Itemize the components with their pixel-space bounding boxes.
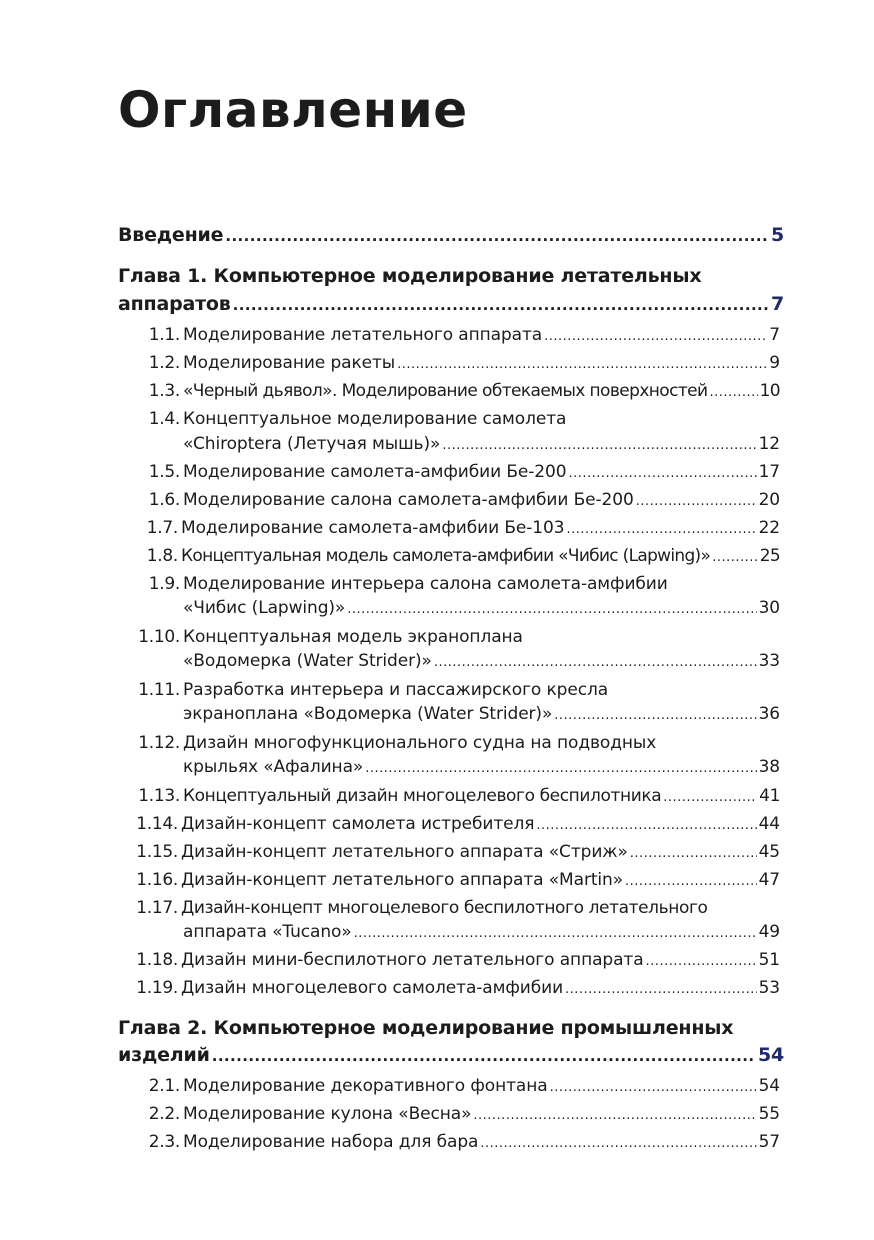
dot-leader [625,871,757,893]
toc-item-text: Дизайн-концепт самолета истребителя [181,814,535,834]
toc-item-number: 2.1. [148,1076,180,1096]
dot-leader [442,435,756,457]
toc-item-text: Дизайн многоцелевого самолета-амфибии [181,978,564,998]
toc-item-page: 17 [758,462,780,482]
toc-item[interactable] [181,517,780,541]
toc-item-page: 33 [758,651,780,671]
toc-item[interactable] [183,1131,780,1155]
dot-leader [554,705,756,727]
toc-item-page: 36 [758,704,780,724]
dot-leader [709,382,757,404]
dot-leader [397,354,767,376]
toc-item[interactable] [181,545,780,569]
toc-intro[interactable] [118,223,784,248]
toc-item-text[interactable]: Моделирование интерьера салона самолета-амфибии [183,574,668,594]
toc-item-text[interactable]: Дизайн многофункционального судна на подводных [183,733,657,753]
toc-item-text: Концептуальная модель самолета-амфибии «Чибис (Lapwing)» [181,546,711,566]
toc-item-text[interactable]: Разработка интерьера и пассажирского кресла [183,680,609,700]
toc-item-text: Дизайн мини-беспилотного летательного аппарата [181,950,644,970]
toc-item-number: 1.12. [138,733,180,753]
toc-item-number: 1.14. [136,814,178,834]
toc-item[interactable] [183,650,780,674]
toc-item[interactable] [183,324,780,348]
toc-item[interactable] [181,869,780,893]
toc-item-number: 1.17. [136,898,178,918]
toc-item-page: 20 [758,490,780,510]
toc-item[interactable] [183,597,780,621]
toc-item[interactable] [183,1103,780,1127]
dot-leader [212,1044,756,1068]
toc-item-number: 1.5. [148,462,180,482]
toc-item-text: Моделирование самолета-амфибии Бе-200 [183,462,567,482]
toc-item[interactable] [183,352,780,376]
toc-item-text[interactable]: Дизайн-концепт многоцелевого беспилотного летательного [181,898,708,918]
toc-item-page: 9 [769,353,780,373]
chapter1-heading-tail: аппаратов [118,293,231,315]
toc-item-number: 1.6. [148,490,180,510]
toc-item-page: 22 [758,518,780,538]
toc-item[interactable] [183,461,780,485]
toc-item-number: 2.3. [148,1132,180,1152]
toc-item-text: «Черный дьявол». Моделирование обтекаемых поверхностей [183,381,708,401]
toc-item-text: Дизайн-концепт летательного аппарата «Martin» [181,870,623,890]
toc-item-page: 41 [759,786,780,806]
dot-leader [544,326,767,348]
toc-item[interactable] [181,841,780,865]
toc-intro-label: Введение [118,224,224,246]
dot-leader [354,923,757,945]
dot-leader [550,1077,757,1099]
toc-item-text: Дизайн-концепт летательного аппарата «Стриж» [181,842,628,862]
toc-item-number: 1.13. [138,786,180,806]
toc-item-text: Моделирование ракеты [183,353,396,373]
toc-intro-page: 5 [770,224,784,246]
chapter2-heading-cont[interactable] [118,1043,784,1068]
chapter1-page: 7 [770,293,784,315]
chapter1-heading[interactable]: Глава 1. Компьютерное моделирование летательных [118,265,702,287]
dot-leader [663,787,757,809]
toc-item-number: 1.3. [148,381,180,401]
toc-item-number: 1.7. [146,518,178,538]
toc-item-text: Моделирование набора для бара [183,1132,479,1152]
dot-leader [480,1133,756,1155]
dot-leader [565,979,757,1001]
toc-item-page: 51 [758,950,780,970]
toc-item-number: 1.19. [136,978,178,998]
toc-item-number: 1.8. [146,546,178,566]
toc-item-text-cont: «Chiroptera (Летучая мышь)» [183,434,441,454]
toc-item-text: Моделирование кулона «Весна» [183,1104,472,1124]
toc-item-number: 1.16. [136,870,178,890]
toc-item-number: 1.15. [136,842,178,862]
toc-item[interactable] [183,380,780,404]
toc-item-number: 1.4. [148,409,180,429]
toc-item[interactable] [183,785,780,809]
toc-item-text-cont: аппарата «Tucano» [183,922,352,942]
dot-leader [434,652,757,674]
toc-item[interactable] [181,949,780,973]
chapter2-heading[interactable]: Глава 2. Компьютерное моделирование промышленных [118,1017,734,1039]
chapter2-heading-tail: изделий [118,1044,210,1066]
dot-leader [225,224,769,248]
toc-item-text-cont: крыльях «Афалина» [183,757,364,777]
toc-item-page: 7 [769,325,780,345]
toc-item-page: 53 [758,978,780,998]
toc-item-number: 1.9. [148,574,180,594]
toc-item-page: 44 [758,814,780,834]
toc-item-page: 12 [758,434,780,454]
toc-item[interactable] [183,1075,780,1099]
toc-item-page: 30 [758,598,780,618]
chapter1-heading-cont[interactable] [118,292,784,317]
toc-item[interactable] [183,433,780,457]
toc-item-text-cont: «Водомерка (Water Strider)» [183,651,432,671]
toc-item-page: 47 [758,870,780,890]
toc-item-number: 1.11. [138,680,180,700]
dot-leader [233,293,769,317]
toc-item-text[interactable]: Концептуальное моделирование самолета [183,409,567,429]
toc-item-page: 10 [759,381,780,401]
toc-item[interactable] [181,977,780,1001]
toc-item-page: 38 [758,757,780,777]
toc-item-text: Концептуальный дизайн многоцелевого беспилотника [183,786,662,806]
toc-item-page: 54 [758,1076,780,1096]
toc-item-text: Моделирование салона самолета-амфибии Бе-200 [183,490,634,510]
toc-item-text: Моделирование декоративного фонтана [183,1076,548,1096]
chapter2-page: 54 [757,1044,784,1066]
dot-leader [636,491,757,513]
dot-leader [566,519,756,541]
toc-item-page: 57 [758,1132,780,1152]
toc-item-text: Моделирование самолета-амфибии Бе-103 [181,518,565,538]
toc-item-page: 45 [758,842,780,862]
toc-item-page: 49 [758,922,780,942]
toc-item-text-cont: «Чибис (Lapwing)» [183,598,346,618]
toc-item-number: 1.18. [136,950,178,970]
toc-item[interactable] [183,703,780,727]
page-title: Оглавление [118,81,468,139]
toc-item[interactable] [181,813,780,837]
toc-item[interactable] [183,921,780,945]
dot-leader [536,815,756,837]
toc-item-text-cont: экраноплана «Водомерка (Water Strider)» [183,704,553,724]
dot-leader [630,843,757,865]
toc-item-number: 1.2. [148,353,180,373]
toc-item-text[interactable]: Концептуальная модель экраноплана [183,627,523,647]
toc-item-text: Моделирование летательного аппарата [183,325,543,345]
toc-item-page: 25 [759,546,780,566]
toc-item-number: 2.2. [148,1104,180,1124]
dot-leader [712,547,758,569]
toc-item[interactable] [183,489,780,513]
toc-item-number: 1.10. [138,627,180,647]
toc-item-number: 1.1. [148,325,180,345]
dot-leader [473,1105,756,1127]
dot-leader [365,758,756,780]
toc-item-page: 55 [758,1104,780,1124]
dot-leader [568,463,756,485]
toc-item[interactable] [183,756,780,780]
dot-leader [646,951,757,973]
dot-leader [347,599,756,621]
